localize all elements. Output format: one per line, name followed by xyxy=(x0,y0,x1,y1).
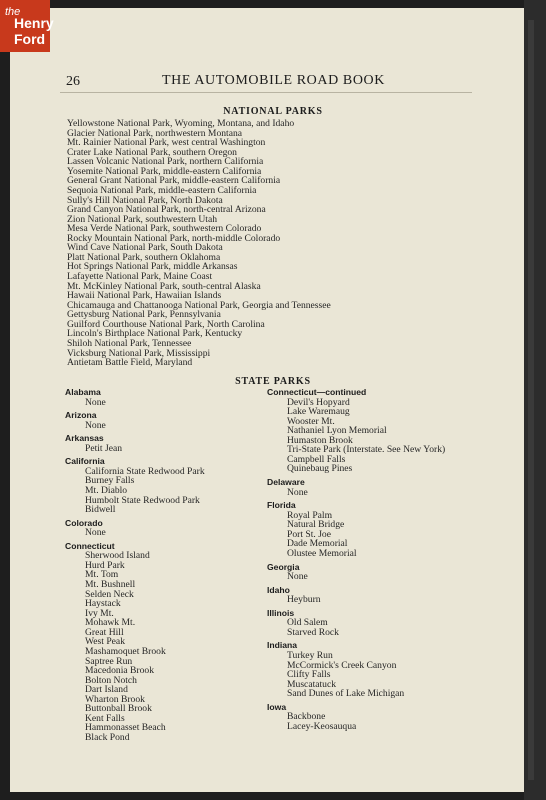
state-parks-left-column xyxy=(65,388,205,743)
state-park-item: Haystack xyxy=(85,598,121,610)
state-park-item: Clifty Falls xyxy=(287,669,331,681)
national-park-item: Lassen Volcanic National Park, northern California xyxy=(67,156,264,168)
state-park-item: Old Salem xyxy=(287,617,328,629)
state-name: Connecticut xyxy=(65,540,115,551)
national-parks-heading: NATIONAL PARKS xyxy=(223,106,323,117)
state-park-item: Lacey-Keosauqua xyxy=(287,720,357,732)
state-park-item: None xyxy=(85,419,106,431)
state-park-item: Humaston Brook xyxy=(287,434,353,446)
national-park-item: Zion National Park, southwestern Utah xyxy=(67,213,218,225)
national-park-item: Gettysburg National Park, Pennsylvania xyxy=(67,309,221,321)
national-park-item: Sequoia National Park, middle-eastern California xyxy=(67,184,257,196)
state-park-item: Devil's Hopyard xyxy=(287,396,350,408)
state-park-item: Sherwood Island xyxy=(85,550,150,562)
national-park-item: Rocky Mountain National Park, north-middle Colorado xyxy=(67,232,281,244)
state-park-item: Lake Waremaug xyxy=(287,406,350,418)
state-park-item: Kent Falls xyxy=(85,712,125,724)
state-name: Alabama xyxy=(65,387,101,397)
state-name: Arkansas xyxy=(65,433,104,444)
national-park-item: Yosemite National Park, middle-eastern California xyxy=(67,165,262,177)
national-park-item: Yellowstone National Park, Wyoming, Montana, and Idaho xyxy=(67,118,295,129)
state-park-item: Mt. Diablo xyxy=(85,485,128,496)
national-park-item: Mt. McKinley National Park, south-central Alaska xyxy=(67,280,261,292)
state-park-item: Turkey Run xyxy=(287,649,333,661)
national-park-item: Crater Lake National Park, southern Oregon xyxy=(67,146,237,158)
national-park-item: Lafayette National Park, Maine Coast xyxy=(67,271,213,282)
state-name: Florida xyxy=(267,500,296,511)
state-park-item: Wooster Mt. xyxy=(287,415,335,427)
state-park-item: McCormick's Creek Canyon xyxy=(287,659,397,671)
state-park-item: Saptree Run xyxy=(85,655,133,667)
state-park-item: Hurd Park xyxy=(85,559,125,571)
state-park-item: Dade Memorial xyxy=(287,538,348,550)
state-park-item: Ivy Mt. xyxy=(85,607,114,619)
state-name: Colorado xyxy=(65,517,103,528)
state-park-item: Natural Bridge xyxy=(287,519,345,531)
state-park-item: Quinebaug Pines xyxy=(287,463,353,475)
state-park-item: Heyburn xyxy=(287,594,321,606)
header-rule xyxy=(60,92,472,93)
state-name: Delaware xyxy=(267,477,305,488)
state-park-item: Olustee Memorial xyxy=(287,547,357,559)
national-park-item: Platt National Park, southern Oklahoma xyxy=(67,251,221,263)
state-park-item: Buttonball Brook xyxy=(85,703,152,715)
state-park-item: None xyxy=(287,571,308,583)
state-name: California xyxy=(65,456,105,467)
state-park-item: Macedonia Brook xyxy=(85,665,155,677)
state-name: Idaho xyxy=(267,584,290,595)
state-park-item: Bidwell xyxy=(85,504,116,516)
national-park-item: Hot Springs National Park, middle Arkansas xyxy=(67,261,238,273)
national-park-item: General Grant National Park, middle-eastern California xyxy=(67,175,281,187)
state-park-item: Black Pond xyxy=(85,732,130,744)
national-park-item: Sully's Hill National Park, North Dakota xyxy=(67,194,223,206)
national-park-item: Shiloh National Park, Tennessee xyxy=(67,337,192,349)
national-parks-list xyxy=(67,119,331,368)
logo-line-1: the xyxy=(5,6,21,18)
state-name: Illinois xyxy=(267,607,295,618)
state-park-item: Sand Dunes of Lake Michigan xyxy=(287,688,405,700)
state-park-item: Muscatatuck xyxy=(287,678,337,690)
running-title: THE AUTOMOBILE ROAD BOOK xyxy=(162,73,385,88)
national-park-item: Vicksburg National Park, Mississippi xyxy=(67,347,211,359)
state-parks-heading: STATE PARKS xyxy=(235,376,311,387)
state-park-item: California State Redwood Park xyxy=(85,465,205,477)
state-park-item: Royal Palm xyxy=(287,509,333,521)
national-park-item: Grand Canyon National Park, north-central Arizona xyxy=(67,204,266,216)
state-park-item: None xyxy=(85,396,106,408)
state-park-item: Bolton Notch xyxy=(85,674,137,686)
national-park-item: Mt. Rainier National Park, west central Washington xyxy=(67,137,266,149)
state-park-item: Mt. Tom xyxy=(85,569,119,581)
logo-line-3: Ford xyxy=(14,31,46,47)
state-name: Georgia xyxy=(267,561,300,572)
national-park-item: Wind Cave National Park, South Dakota xyxy=(67,242,223,254)
henry-ford-logo xyxy=(0,0,54,52)
page-header xyxy=(58,72,478,94)
state-park-item: Burney Falls xyxy=(85,475,135,487)
state-park-item: Hammonasset Beach xyxy=(85,722,166,734)
state-park-item: Humbolt State Redwood Park xyxy=(85,494,200,506)
national-park-item: Mesa Verde National Park, southwestern Colorado xyxy=(67,223,262,235)
national-park-item: Glacier National Park, northwestern Montana xyxy=(67,127,243,139)
state-park-item: Selden Neck xyxy=(85,588,134,600)
national-park-item: Chicamauga and Chattanooga National Park, Georgia and Tennessee xyxy=(67,299,331,311)
state-park-item: Starved Rock xyxy=(287,626,339,638)
page-number: 26 xyxy=(66,74,80,89)
state-park-item: Mt. Bushnell xyxy=(85,579,136,591)
state-park-item: Campbell Falls xyxy=(287,453,346,465)
national-park-item: Hawaii National Park, Hawaiian Islands xyxy=(67,290,222,302)
state-parks-right-column xyxy=(267,388,492,731)
state-park-item: Backbone xyxy=(287,711,326,723)
state-name: Iowa xyxy=(267,701,287,712)
state-park-item: West Peak xyxy=(85,636,125,648)
state-park-item: Nathaniel Lyon Memorial xyxy=(287,425,387,437)
state-park-item: Mohawk Mt. xyxy=(85,617,136,629)
state-name: Connecticut—continued xyxy=(267,387,367,397)
national-park-item: Guilford Courthouse National Park, North Carolina xyxy=(67,318,265,330)
state-park-item: Port St. Joe xyxy=(287,528,331,540)
state-park-item: Mashamoquet Brook xyxy=(85,645,166,657)
state-park-item: Tri-State Park (Interstate. See New York) xyxy=(287,444,446,456)
book-spine-edge xyxy=(528,20,534,780)
state-park-item: Great Hill xyxy=(85,626,124,638)
state-name: Arizona xyxy=(65,410,97,421)
national-park-item: Lincoln's Birthplace National Park, Kentucky xyxy=(67,328,243,340)
state-park-item: Petit Jean xyxy=(85,442,123,454)
state-park-item: Wharton Brook xyxy=(85,693,145,705)
national-park-item: Antietam Battle Field, Maryland xyxy=(67,357,193,369)
logo-line-2: Henry xyxy=(14,15,54,31)
state-park-item: Dart Island xyxy=(85,684,128,696)
state-name: Indiana xyxy=(267,640,298,651)
state-park-item: None xyxy=(85,527,106,539)
state-park-item: None xyxy=(287,486,308,498)
